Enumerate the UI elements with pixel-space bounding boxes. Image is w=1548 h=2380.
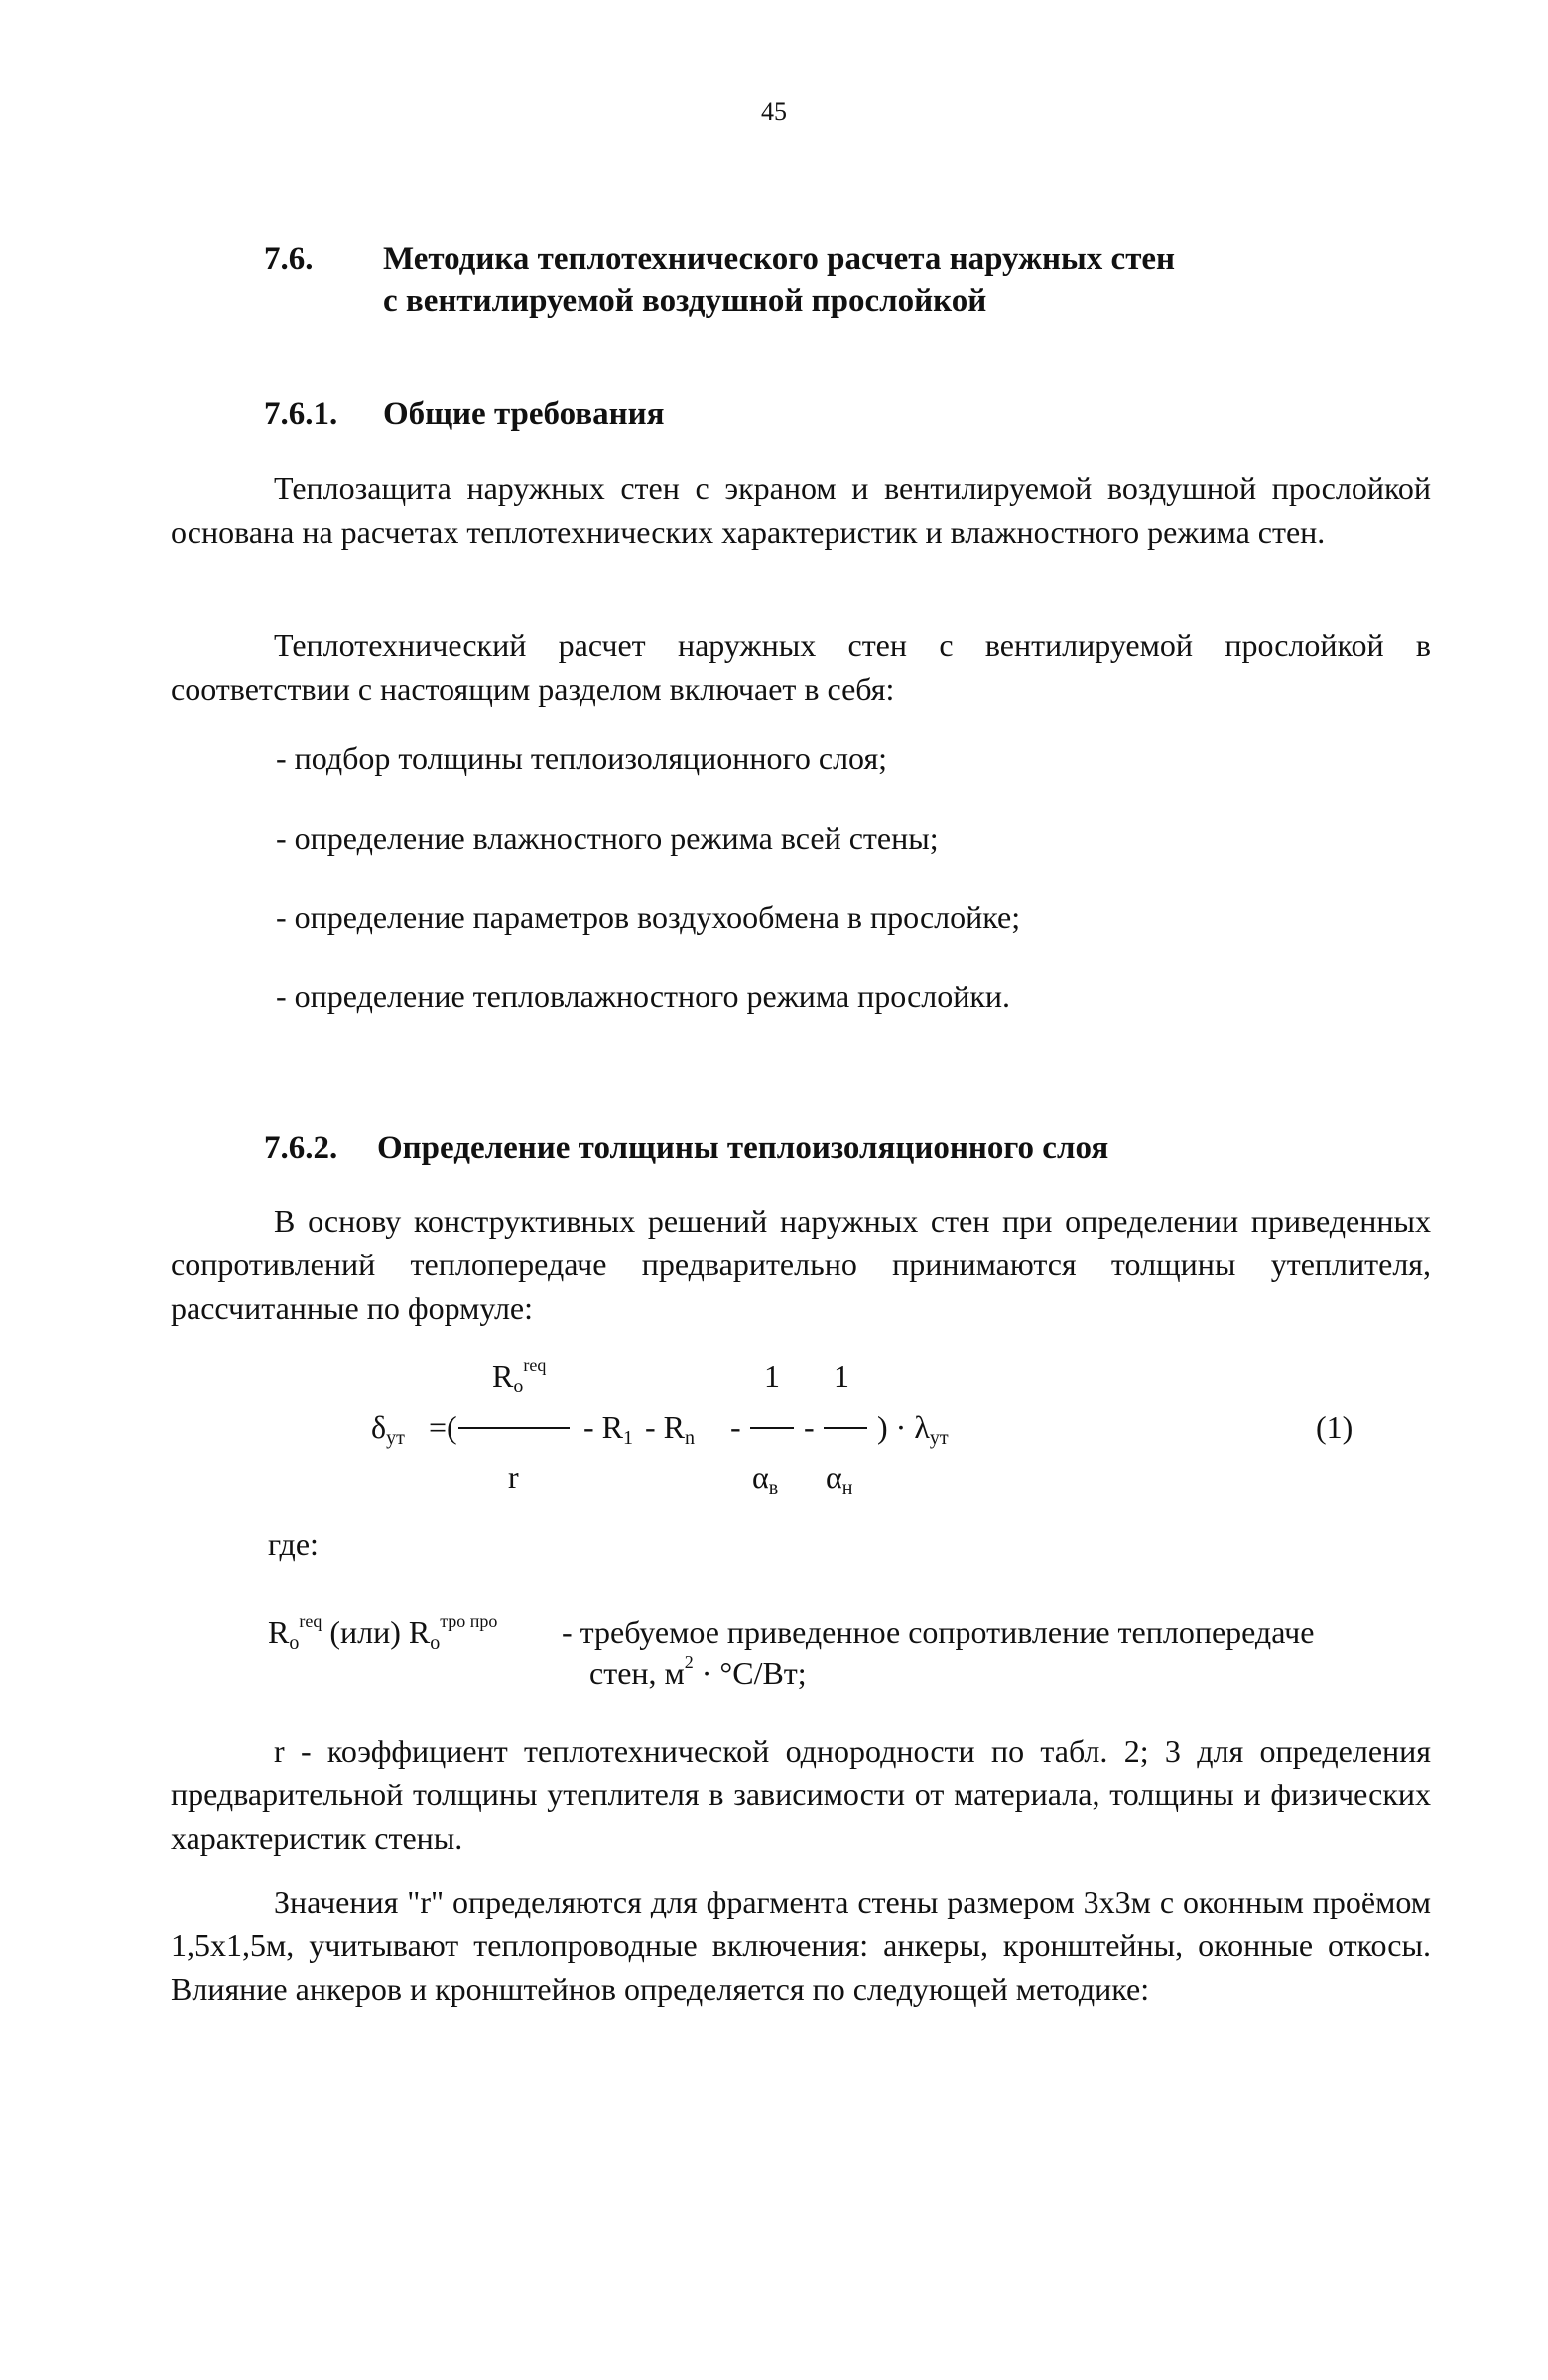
list-item: - подбор толщины теплоизоляционного слоя; — [276, 740, 888, 776]
section-number: 7.6. — [264, 241, 314, 277]
definition-text: - требуемое приведенное сопротивление теплопередаче — [562, 1614, 1315, 1650]
subsection1-title: Общие требования — [383, 396, 665, 432]
formula-delta: $\delta_{ут}$ — [371, 1409, 405, 1449]
formula-open: =( — [429, 1409, 457, 1445]
fraction-bar — [824, 1427, 867, 1429]
section-title-line2: с вентилируемой воздушной прослойкой — [383, 283, 987, 319]
paragraph: Теплозащита наружных стен с экраном и вентилируемой воздушной прослойкой основана на расчетах теплотехнических характеристик и влажностного режима стен. — [171, 470, 1431, 550]
section-title-line1: Методика теплотехнического расчета наружных стен — [383, 241, 1176, 277]
fraction-bar — [458, 1427, 570, 1429]
formula-rn: - $R_n$ — [645, 1409, 695, 1449]
formula-r1: - $R_1$ — [583, 1409, 633, 1449]
definition-symbol: $R_o^{req}$ (или) $R_o^{тро про}$ — [268, 1611, 498, 1653]
list-item: - определение параметров воздухообмена в прослойке; — [276, 899, 1021, 935]
subsection2-title: Определение толщины теплоизоляционного слоя — [377, 1130, 1109, 1166]
equation-number: (1) — [1316, 1409, 1354, 1445]
formula-numerator: $R_o^{req}$ — [492, 1355, 547, 1397]
paragraph: В основу конструктивных решений наружных стен при определении приведенных сопротивлений теплопередаче предварительно принимаются толщины утеплителя, рассчитанные по формуле: — [171, 1203, 1431, 1326]
list-item: - определение тепловлажностного режима прослойки. — [276, 979, 1011, 1014]
formula-lambda: ) · $\lambda_{ут}$ — [877, 1409, 949, 1449]
formula-one: 1 — [834, 1358, 849, 1393]
formula-alpha-n: $\alpha_н$ — [826, 1459, 853, 1499]
formula-denominator: r — [508, 1459, 519, 1495]
formula-minus: - — [804, 1409, 815, 1445]
formula-alpha-v: $\alpha_в$ — [752, 1459, 779, 1499]
paragraph: Теплотехнический расчет наружных стен с вентилируемой прослойкой в соответствии с настоящим разделом включает в себя: — [171, 627, 1431, 707]
paragraph: Значения "r" определяются для фрагмента стены размером 3х3м с оконным проёмом 1,5х1,5м, учитывают теплопроводные включения: анкеры, кронштейны, оконные откосы. Влияние анкеров и кронштейнов определяется по следующей методике: — [171, 1884, 1431, 2007]
formula-one: 1 — [764, 1358, 780, 1393]
subsection1-number: 7.6.1. — [264, 396, 338, 432]
paragraph: r - коэффициент теплотехнической однородности по табл. 2; 3 для определения предварительной толщины утеплителя в зависимости от материала, толщины и физических характеристик стены. — [171, 1733, 1431, 1856]
subsection2-number: 7.6.2. — [264, 1130, 338, 1166]
where-label: где: — [268, 1526, 319, 1562]
formula-minus: - — [730, 1409, 741, 1445]
list-item: - определение влажностного режима всей стены; — [276, 820, 939, 856]
fraction-bar — [750, 1427, 794, 1429]
page-number: 45 — [761, 97, 787, 126]
definition-units: стен, $м^2 \cdot ^\circ С/Вт$; — [589, 1653, 807, 1691]
